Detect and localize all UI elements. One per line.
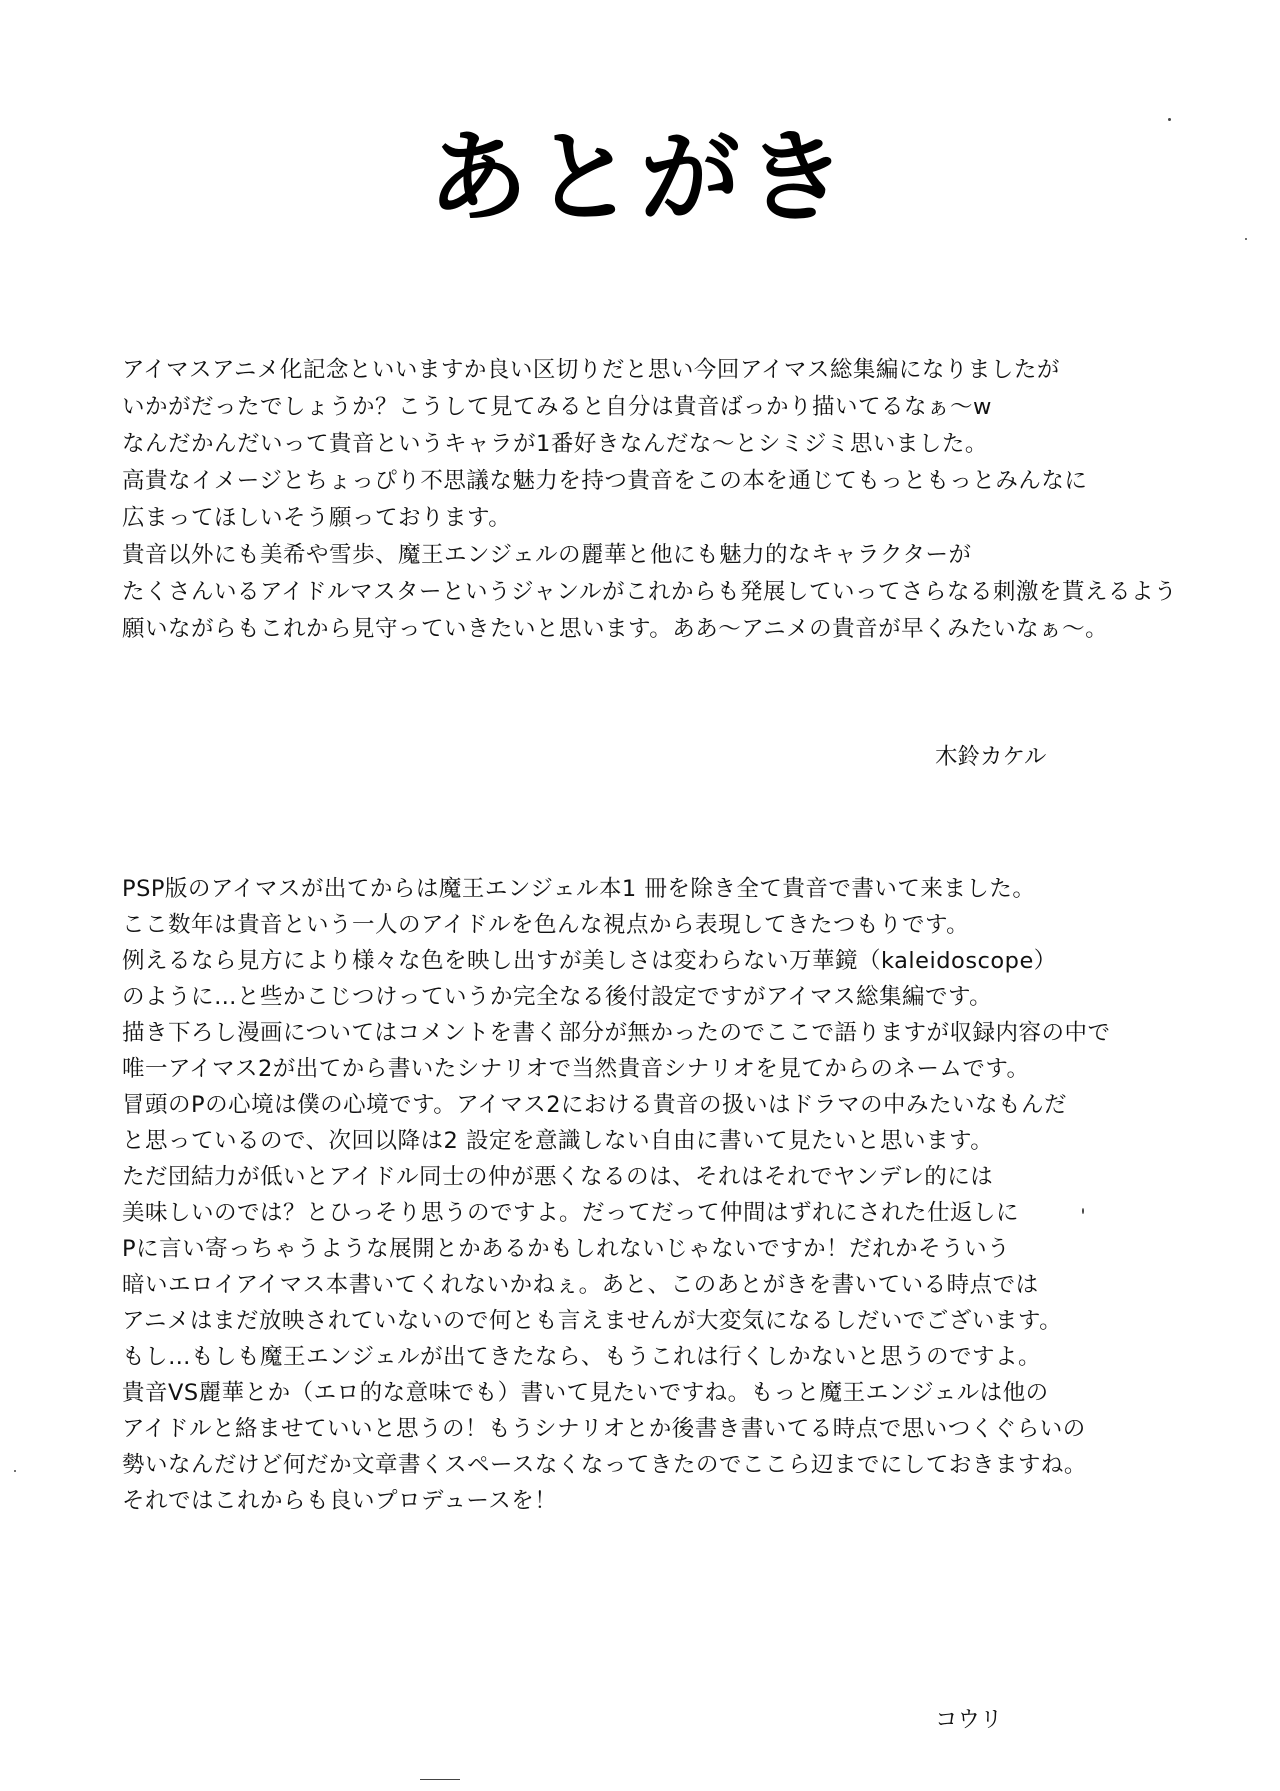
text-line: ここ数年は貴音という一人のアイドルを色んな視点から表現してきたつもりです。: [122, 912, 970, 938]
text-line: 勢いなんだけど何だか文章書くスペースなくなってきたのでここら辺までにしておきますね。: [122, 1452, 1087, 1478]
text-line: と思っているので、次回以降は2 設定を意識しない自由に書いて見たいと思います。: [122, 1128, 994, 1154]
text-line: 貴音以外にも美希や雪歩、魔王エンジェルの麗華と他にも魅力的なキャラクターが: [122, 542, 972, 568]
text-line: 冒頭のPの心境は僕の心境です。アイマス2における貴音の扱いはドラマの中みたいなもんだ: [122, 1092, 1068, 1118]
scan-speck: [14, 1470, 16, 1472]
text-line: たくさんいるアイドルマスターというジャンルがこれからも発展していってさらなる刺激を貰えるよう: [122, 579, 1177, 605]
text-line: いかがだったでしょうか？こうして見てみると自分は貴音ばっかり描いてるなぁ～w: [122, 394, 992, 420]
text-line: 例えるなら見方により様々な色を映し出すが美しさは変わらない万華鏡（kaleidoscope）: [122, 948, 1057, 974]
text-line: 描き下ろし漫画についてはコメントを書く部分が無かったのでここで語りますが収録内容の中で: [122, 1020, 1111, 1046]
text-line: アイマスアニメ化記念といいますか良い区切りだと思い今回アイマス総集編になりましたが: [122, 357, 1060, 383]
text-line: なんだかんだいって貴音というキャラが1番好きなんだな～とシミジミ思いました。: [122, 431, 988, 457]
text-line: 唯一アイマス2が出てから書いたシナリオで当然貴音シナリオを見てからのネームです。: [122, 1056, 1030, 1082]
text-line: PSP版のアイマスが出てからは魔王エンジェル本1 冊を除き全て貴音で書いて来ました。: [122, 876, 1036, 902]
page-title: あとがき: [428, 119, 852, 236]
text-line: Pに言い寄っちゃうような展開とかあるかもしれないじゃないですか！だれかそういう: [122, 1236, 1011, 1262]
text-line: 広まってほしいそう願っております。: [122, 505, 512, 531]
text-line: 願いながらもこれから見守っていきたいと思います。ああ～アニメの貴音が早くみたいなぁ～。: [122, 616, 1109, 642]
afterword-paragraph-2: [122, 871, 1111, 1519]
author-signature-2: コウリ: [935, 1707, 1003, 1733]
text-line: 美味しいのでは？とひっそり思うのですよ。だってだって仲間はずれにされた仕返しに: [122, 1200, 1020, 1226]
text-line: 高貴なイメージとちょっぴり不思議な魅力を持つ貴音をこの本を通じてもっともっとみんなに: [122, 468, 1088, 494]
text-line: ただ団結力が低いとアイドル同士の仲が悪くなるのは、それはそれでヤンデレ的には: [122, 1164, 994, 1190]
scan-speck: [420, 1779, 460, 1780]
scan-speck: [1245, 238, 1247, 240]
text-line: もし…もしも魔王エンジェルが出てきたなら、もうこれは行くしかないと思うのですよ。: [122, 1344, 1041, 1370]
afterword-paragraph-1: [122, 352, 1177, 648]
scan-speck: [1082, 1208, 1084, 1214]
text-line: アニメはまだ放映されていないので何とも言えませんが大変気になるしだいでございます。: [122, 1308, 1063, 1334]
text-line: のように…と些かこじつけっていうか完全なる後付設定ですがアイマス総集編です。: [122, 984, 993, 1010]
author-signature-1: 木鈴カケル: [935, 744, 1047, 770]
text-line: それではこれからも良いプロデュースを！: [122, 1488, 558, 1514]
text-line: 貴音VS麗華とか（エロ的な意味でも）書いて見たいですね。もっと魔王エンジェルは他の: [122, 1380, 1049, 1406]
text-line: アイドルと絡ませていいと思うの！もうシナリオとか後書き書いてる時点で思いつくぐらいの: [122, 1416, 1086, 1442]
scan-speck: [1168, 118, 1171, 121]
text-line: 暗いエロイアイマス本書いてくれないかねぇ。あと、このあとがきを書いている時点では: [122, 1272, 1039, 1298]
